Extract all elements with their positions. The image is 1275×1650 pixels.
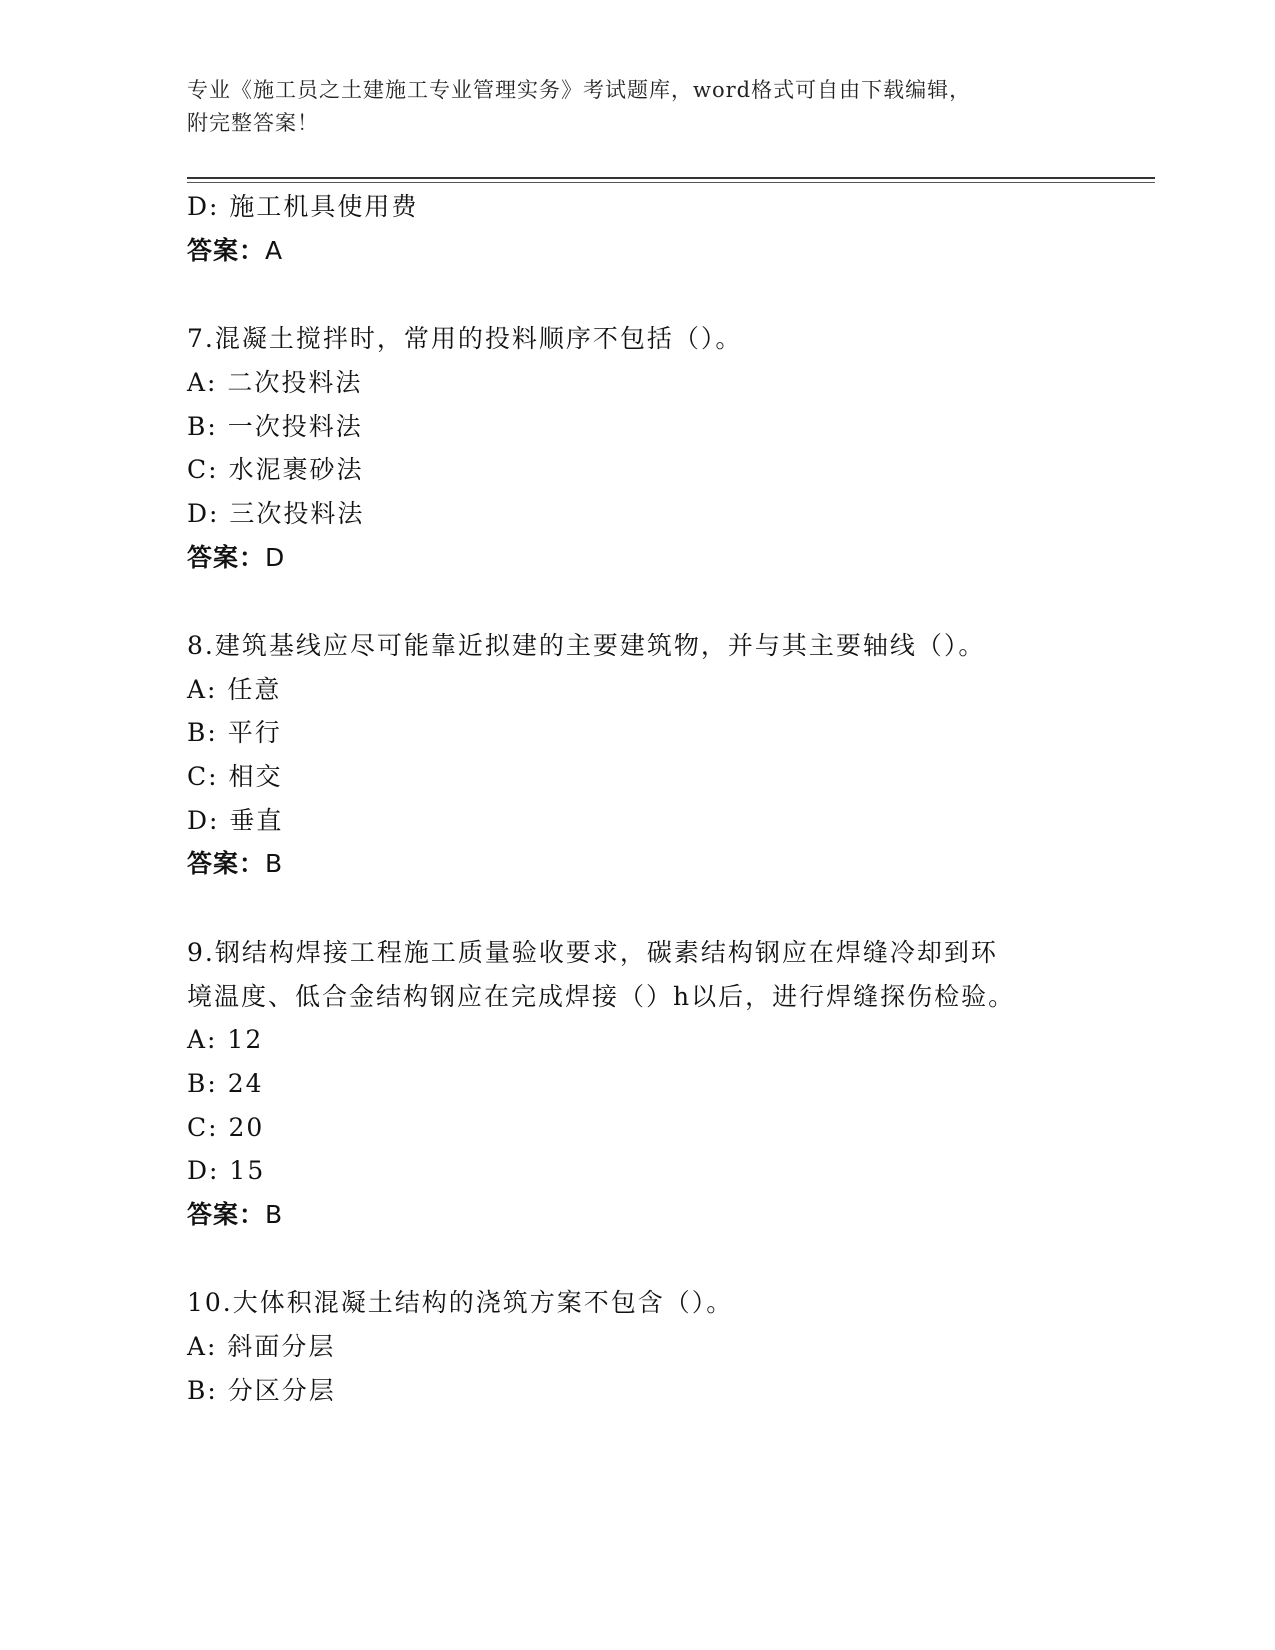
answer-value: D: [265, 543, 286, 572]
document-header: [187, 74, 1067, 140]
question-9-option-a: A: 12: [187, 1025, 264, 1054]
question-9-text-line-1: 9.钢结构焊接工程施工质量验收要求，碳素结构钢应在焊缝冷却到环: [187, 938, 998, 967]
header-divider-thin: [187, 182, 1155, 183]
answer-label: 答案：: [187, 849, 266, 878]
question-7-text: 7.混凝土搅拌时，常用的投料顺序不包括（）。: [187, 324, 743, 353]
question-9-option-b: B: 24: [187, 1069, 264, 1098]
question-8-option-c: C: 相交: [187, 762, 283, 791]
question-7-option-d: D: 三次投料法: [187, 499, 365, 528]
question-9-text-line-2: 境温度、低合金结构钢应在完成焊接（）h以后，进行焊缝探伤检验。: [187, 982, 1016, 1011]
question-7-option-a: A: 二次投料法: [187, 368, 363, 397]
answer-label: 答案：: [187, 236, 266, 265]
header-divider-thick: [187, 177, 1155, 179]
question-7-option-b: B: 一次投料法: [187, 412, 363, 441]
header-line-2: 附完整答案！: [187, 111, 319, 135]
question-10-text: 10.大体积混凝土结构的浇筑方案不包含（）。: [187, 1288, 734, 1317]
answer-label: 答案：: [187, 1200, 266, 1229]
question-8-option-a: A: 任意: [187, 675, 282, 704]
prev-option-d: D: 施工机具使用费: [187, 192, 419, 221]
question-10-option-a: A: 斜面分层: [187, 1332, 336, 1361]
question-8-option-b: B: 平行: [187, 718, 282, 747]
question-7-option-c: C: 水泥裹砂法: [187, 455, 364, 484]
question-9-option-c: C: 20: [187, 1113, 265, 1142]
answer-value: B: [265, 849, 284, 878]
question-8-text: 8.建筑基线应尽可能靠近拟建的主要建筑物，并与其主要轴线（）。: [187, 631, 986, 660]
question-9-option-d: D: 15: [187, 1156, 266, 1185]
question-8-option-d: D: 垂直: [187, 806, 284, 835]
answer-value: A: [265, 236, 284, 265]
header-line-1: 专业《施工员之土建施工专业管理实务》考试题库，word格式可自由下载编辑，: [187, 78, 972, 102]
prev-answer: [187, 236, 283, 266]
question-9-answer: [187, 1200, 283, 1230]
answer-label: 答案：: [187, 543, 266, 572]
question-8-answer: [187, 849, 283, 879]
answer-value: B: [265, 1200, 284, 1229]
question-10-option-b: B: 分区分层: [187, 1376, 336, 1405]
question-7-answer: [187, 543, 285, 573]
